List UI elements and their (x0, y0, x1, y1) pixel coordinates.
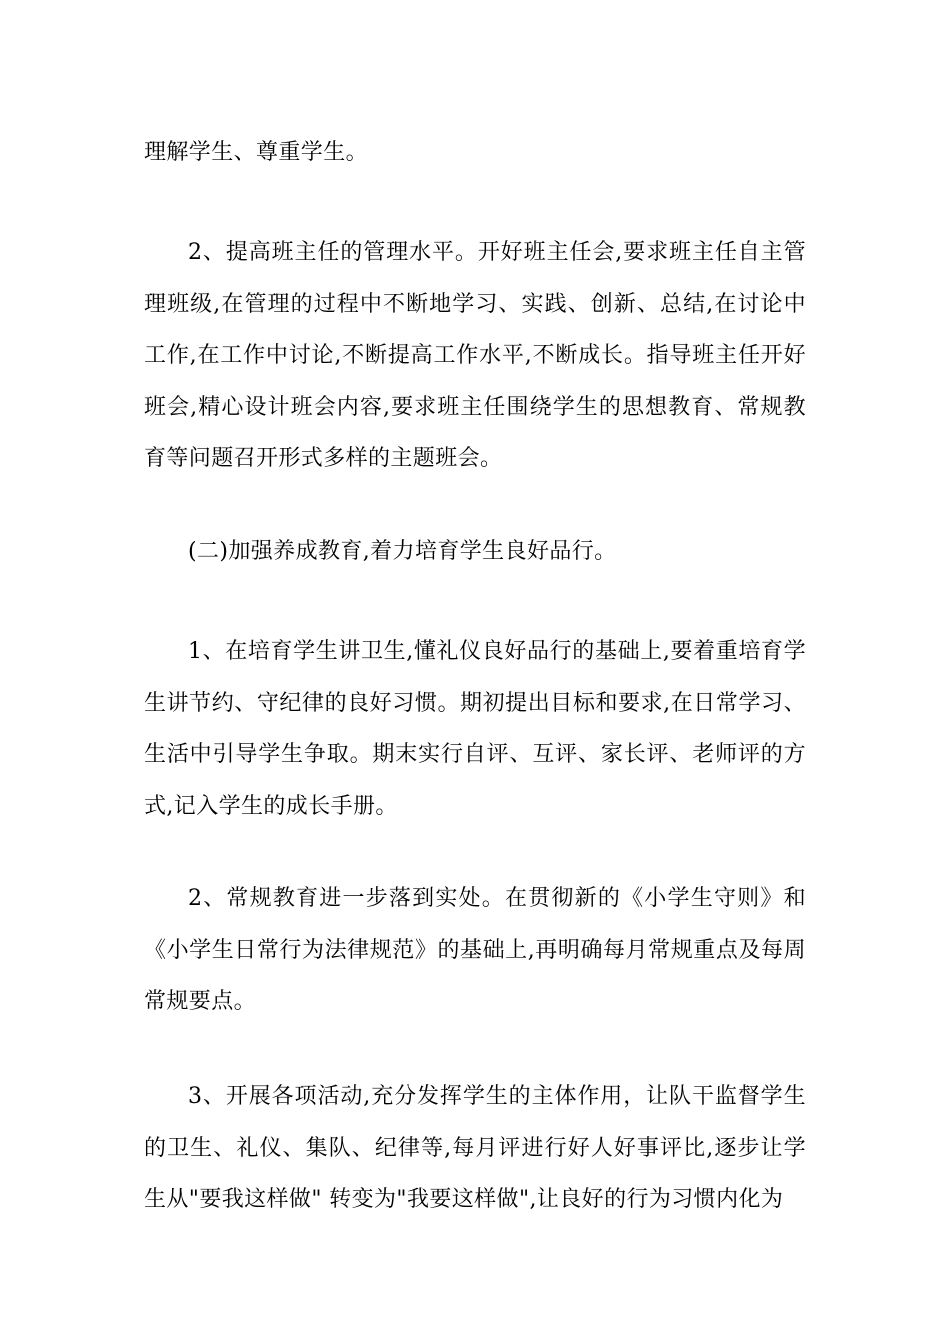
section-heading-habit-education: (二)加强养成教育,着力培育学生良好品行。 (188, 539, 617, 564)
paragraph-good-habits: 1、在培育学生讲卫生,懂礼仪良好品行的基础上,要着重培育学生讲节约、守纪律的良好习惯。期初提出目标和要求,在日常学习、生活中引导学生争取。期末实行自评、互评、家长评、老师评的方式,记入学生的成长手册。 (144, 639, 806, 819)
paragraph-class-teacher-management: 2、提高班主任的管理水平。开好班主任会,要求班主任自主管理班级,在管理的过程中不断地学习、实践、创新、总结,在讨论中工作,在工作中讨论,不断提高工作水平,不断成长。指导班主任开好班会,精心设计班会内容,要求班主任围绕学生的思想教育、常规教育等问题召开形式多样的主题班会。 (144, 240, 806, 471)
paragraph-continuation: 理解学生、尊重学生。 (144, 140, 369, 165)
paragraph-activities: 3、开展各项活动,充分发挥学生的主体作用，让队干监督学生的卫生、礼仪、集队、纪律等,每月评进行好人好事评比,逐步让学生从"要我这样做" 转变为"我要这样做",让良好的行为习惯内化为 (144, 1084, 806, 1212)
paragraph-routine-education: 2、常规教育进一步落到实处。在贯彻新的《小学生守则》和《小学生日常行为法律规范》的基础上,再明确每月常规重点及每周常规要点。 (144, 886, 806, 1014)
